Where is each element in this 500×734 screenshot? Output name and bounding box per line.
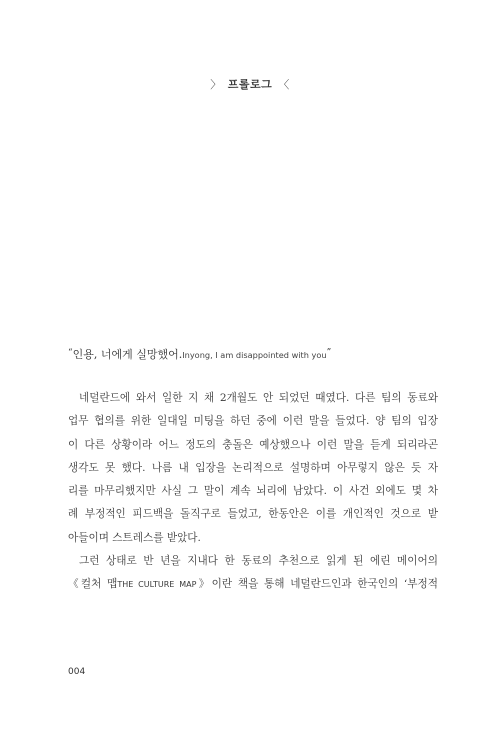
paragraph-1-line-5: 리를 마무리했지만 사실 그 말이 계속 뇌리에 남았다. 이 사건 외에도 몇 차	[68, 485, 438, 498]
quote-english: Inyong, I am disappointed with you	[182, 350, 327, 360]
quote-korean: 인용, 너에게 실망했어.	[72, 348, 183, 361]
paragraph-2-line-1: 그런 상태로 반 년을 지내다 한 동료의 추천으로 읽게 된 에린 메이어의	[79, 555, 438, 568]
chapter-right-mark: 〈	[278, 78, 290, 91]
chapter-left-mark: 〉	[210, 78, 222, 91]
body-text	[68, 387, 438, 597]
opening-quote	[68, 346, 448, 362]
paragraph-1-line-2: 업무 협의를 위한 일대일 미팅을 하던 중에 이런 말을 들었다. 양 팀의 입장	[68, 415, 438, 428]
quote-open-mark: “	[68, 348, 73, 358]
paragraph-1-line-7: 아들이며 스트레스를 받았다.	[68, 531, 201, 544]
chapter-title-text: 프롤로그	[227, 78, 273, 91]
page-number: 004	[68, 667, 86, 677]
paragraph-1-line-6: 례 부정적인 피드백을 돌직구로 들었고, 한동안은 이를 개인적인 것으로 받	[68, 508, 438, 521]
book-title-english: THE CULTURE MAP	[117, 580, 197, 590]
book-title-korean: 《컬처 맵	[68, 578, 118, 591]
paragraph-2-line-2	[68, 573, 438, 596]
chapter-title	[0, 76, 500, 92]
quote-close-mark: ”	[326, 348, 332, 358]
paragraph-1-line-3: 이 다른 상황이라 어느 정도의 충돌은 예상했으나 이런 말을 듣게 되리라곤	[68, 438, 438, 451]
paragraph-1-line-1: 네덜란드에 와서 일한 지 채 2개월도 안 되었던 때였다. 다른 팀의 동료와	[79, 392, 438, 404]
paragraph-2-line-2-rest: 》이란 책을 통해 네덜란드인과 한국인의 ‘부정적	[196, 578, 439, 591]
paragraph-1-line-4: 생각도 못 했다. 나름 내 입장을 논리적으로 설명하며 아무렇지 않은 듯 자	[68, 461, 438, 474]
